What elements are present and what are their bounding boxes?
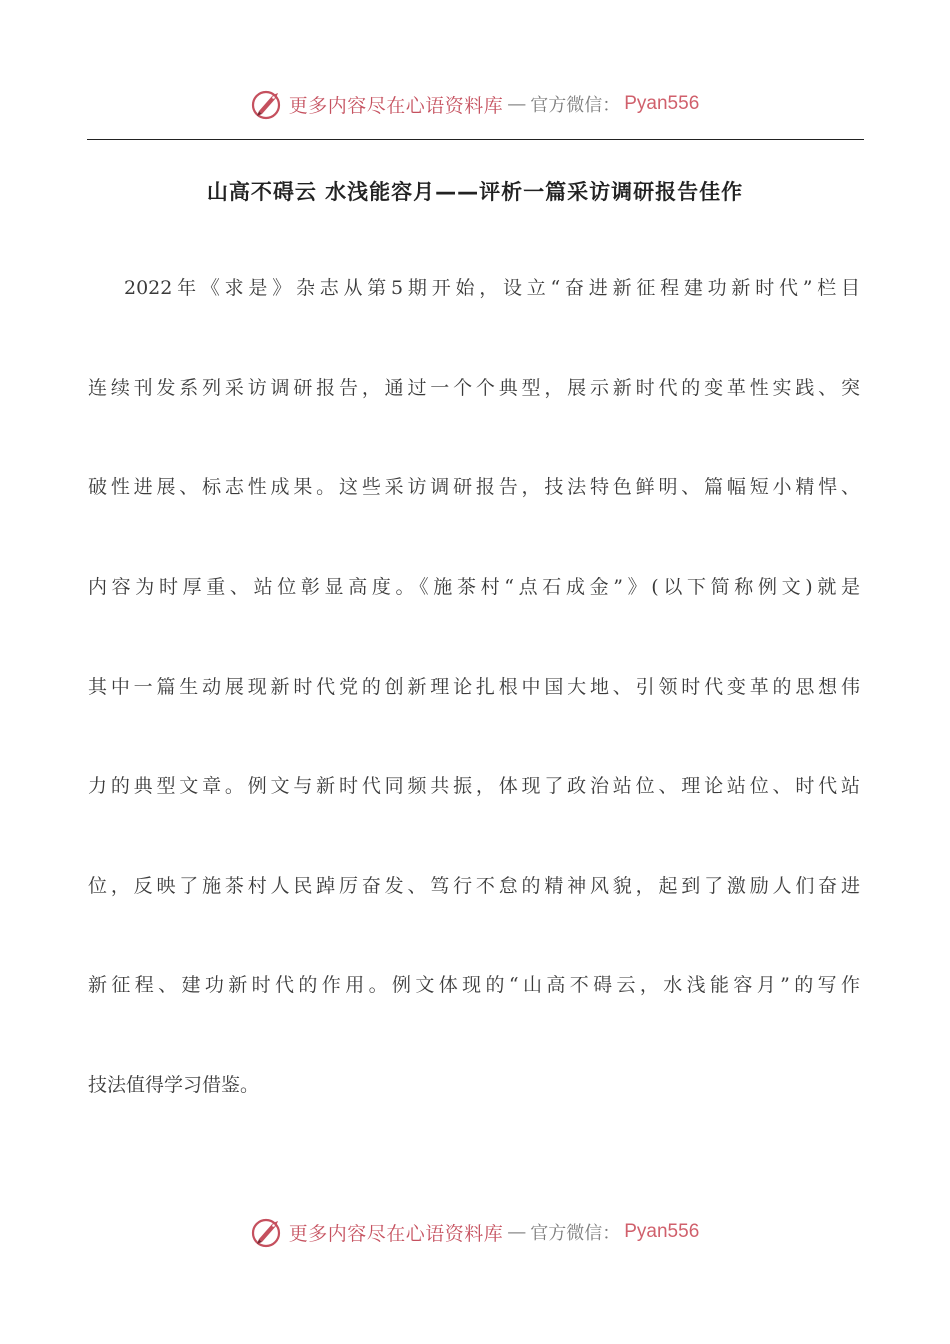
body-line-2: 连续刊发系列采访调研报告，通过一个个典型，展示新时代的变革性实践、突	[88, 377, 860, 399]
brand-separator: —	[507, 93, 527, 115]
brand-text-footer: 更多内容尽在心语资料库	[288, 1222, 504, 1245]
article-title: 山高不碍云 水浅能容月——评析一篇采访调研报告佳作	[206, 180, 744, 204]
body-line-3: 破性进展、标志性成果。这些采访调研报告，技法特色鲜明、篇幅短小精悍、	[88, 476, 860, 498]
wechat-id: Pyan556	[624, 93, 700, 114]
brand-text: 更多内容尽在心语资料库	[288, 94, 504, 117]
footer-watermark	[0, 1210, 950, 1254]
pen-nib-logo-icon	[251, 1215, 285, 1249]
body-line-4: 内容为时厚重、站位彰显高度。《施茶村“点石成金”》(以下简称例文)就是	[88, 576, 860, 598]
header-watermark	[0, 82, 950, 126]
brand-banner-footer	[251, 1215, 700, 1249]
header-divider	[87, 139, 864, 140]
body-line-9: 技法值得学习借鉴。	[88, 1074, 260, 1096]
brand-separator-footer: —	[507, 1221, 527, 1243]
brand-banner	[251, 87, 700, 121]
wechat-label-footer: 官方微信：	[530, 1223, 621, 1244]
body-line-8: 新征程、建功新时代的作用。例文体现的“山高不碍云，水浅能容月”的写作	[88, 974, 860, 996]
body-line-1: 2022年《求是》杂志从第5期开始，设立“奋进新征程建功新时代”栏目	[124, 277, 860, 299]
body-line-6: 力的典型文章。例文与新时代同频共振，体现了政治站位、理论站位、时代站	[88, 775, 860, 797]
wechat-label: 官方微信：	[530, 95, 621, 116]
body-line-5: 其中一篇生动展现新时代党的创新理论扎根中国大地、引领时代变革的思想伟	[88, 676, 860, 698]
wechat-id-footer: Pyan556	[624, 1221, 700, 1242]
pen-nib-logo-icon	[251, 87, 285, 121]
body-line-7: 位，反映了施茶村人民踔厉奋发、笃行不怠的精神风貌，起到了激励人们奋进	[88, 875, 860, 897]
